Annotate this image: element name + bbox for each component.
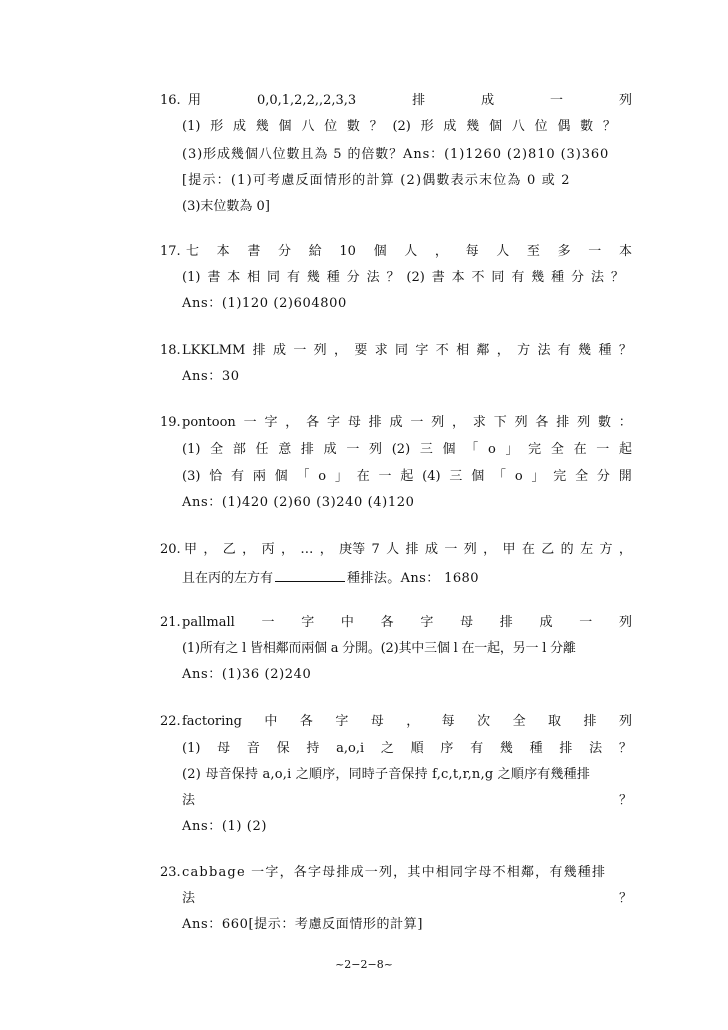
answer-line: Ans：30 [182, 369, 240, 384]
answer-blank [275, 567, 345, 582]
text-line: 且在丙的左方有 種排法。Ans： 1680 [182, 567, 479, 588]
text-line: (1) 母 音 保 持 a,o,i 之 順 序 有 幾 種 排 法 ？ [182, 741, 632, 756]
text-line: LKKLMM 排 成 一 列 ， 要 求 同 字 不 相 鄰 ， 方 法 有 幾 種 ？ [182, 343, 632, 358]
text-line: (1) 形 成 幾 個 八 位 數 ？ (2) 形 成 幾 個 八 位 偶 數 ？ [182, 119, 616, 134]
problem-number: 22. [160, 714, 181, 729]
answer-line: Ans：(1)36 (2)240 [182, 667, 312, 682]
problem-number: 21. [160, 615, 181, 630]
problem-number: 18. [160, 343, 181, 358]
problem-number: 17. [160, 244, 181, 259]
text-line: 法 ？ [182, 891, 632, 906]
text-line: 甲 ， 乙 ， 丙 ， … ， 庚等 7 人 排 成 一 列 ， 甲 在 乙 的 左 方 ， [184, 542, 632, 557]
text-line: pontoon 一 字 ， 各 字 母 排 成 一 列 ， 求 下 列 各 排 列 數 ： [182, 415, 632, 430]
page-number: ~2−2−8~ [335, 958, 393, 971]
problem-number: 19. [160, 415, 181, 430]
problem-number: 16. [160, 93, 181, 108]
text-line: factoring 中 各 字 母 ， 每 次 全 取 排 列 [182, 714, 632, 729]
text-line: cabbage 一字，各字母排成一列，其中相同字母不相鄰，有幾種排 [182, 865, 607, 880]
text-line: 法 ？ [182, 793, 632, 808]
answer-line: Ans：(1) (2) [182, 819, 267, 834]
text-line: (2) 母音保持 a,o,i 之順序，同時子音保持 f,c,t,r,n,g 之順序有幾種排 [182, 767, 591, 782]
text-line: (1) 書 本 相 同 有 幾 種 分 法 ？ (2) 書 本 不 同 有 幾 種 分 法 ？ [182, 270, 624, 285]
problem-number: 23. [160, 865, 181, 880]
text-line: (1) 全 部 任 意 排 成 一 列 (2) 三 個 「 o 」 完 全 在 一 起 [182, 442, 632, 457]
text-line: 七 本 書 分 給 10 個 人 ， 每 人 至 多 一 本 [186, 244, 632, 259]
text-line: (3)形成幾個八位數且為 5 的倍數？Ans：(1)1260 (2)810 (3)360 [182, 147, 610, 162]
text-line: 用 0,0,1,2,2,,2,3,3 排 成 一 列 [188, 93, 632, 108]
answer-line: Ans：660[提示：考慮反面情形的計算] [182, 917, 423, 932]
text-line: pallmall 一 字 中 各 字 母 排 成 一 列 [182, 615, 632, 630]
text-line: (3) 恰 有 兩 個 「 o 」 在 一 起 (4) 三 個 「 o 」 完 全 分 開 [182, 469, 632, 484]
text-line: (1)所有之 l 皆相鄰而兩個 a 分開。(2)其中三個 l 在一起，另一 l 分離 [182, 641, 576, 656]
answer-line: Ans：(1)120 (2)604800 [182, 296, 347, 311]
problem-number: 20. [160, 542, 181, 557]
answer-line: Ans：(1)420 (2)60 (3)240 (4)120 [182, 495, 415, 510]
text-line: (3)末位數為 0] [182, 199, 270, 214]
text-line: [提示：(1)可考慮反面情形的計算 (2)偶數表示末位為 0 或 2 [182, 173, 571, 188]
